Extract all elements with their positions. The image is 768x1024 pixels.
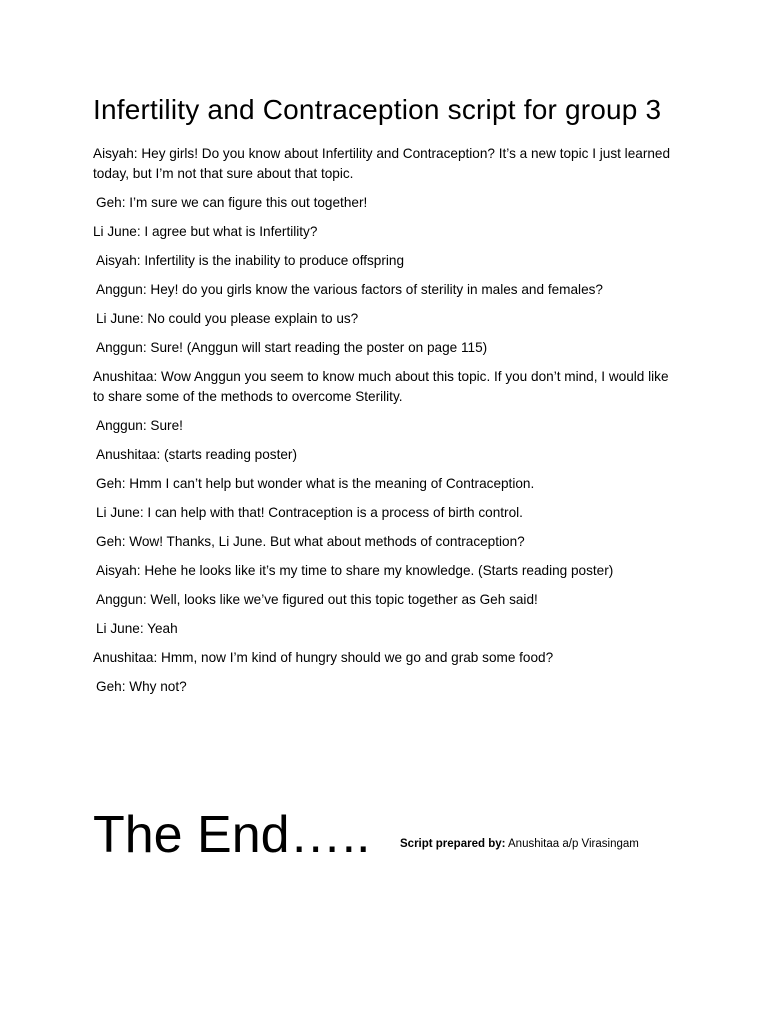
script-line: Li June: I agree but what is Infertility? [93, 224, 318, 239]
script-line: Anggun: Well, looks like we’ve figured out this topic together as Geh said! [96, 592, 538, 607]
prepared-by-name: Anushitaa a/p Virasingam [508, 838, 639, 850]
script-line: Geh: Why not? [96, 679, 187, 694]
the-end-heading: The End….. [93, 806, 371, 864]
script-line: Anushitaa: (starts reading poster) [96, 447, 297, 462]
script-line: Anushitaa: Hmm, now I’m kind of hungry should we go and grab some food? [93, 650, 554, 665]
script-line: Anushitaa: Wow Anggun you seem to know much about this topic. If you don’t mind, I would like to share some of the methods to overcome Sterility. [93, 369, 673, 404]
script-line: Aisyah: Hey girls! Do you know about Infertility and Contraception? It’s a new topic I just learned today, but I’m not that sure about that topic. [93, 146, 674, 181]
document-footer [93, 803, 733, 873]
script-lines [93, 144, 683, 697]
document-title: Infertility and Contraception script for group 3 [93, 94, 662, 125]
document-body [93, 88, 683, 706]
script-line: Geh: Hmm I can’t help but wonder what is the meaning of Contraception. [96, 476, 535, 491]
script-line: Anggun: Sure! [96, 418, 183, 433]
script-line: Anggun: Hey! do you girls know the various factors of sterility in males and females? [96, 282, 603, 297]
script-line: Aisyah: Infertility is the inability to produce offspring [96, 253, 405, 268]
prepared-by-credit [400, 836, 639, 852]
script-line: Geh: I’m sure we can figure this out together! [96, 195, 368, 210]
script-line: Li June: Yeah [96, 621, 178, 636]
script-line: Geh: Wow! Thanks, Li June. But what about methods of contraception? [96, 534, 525, 549]
script-line: Aisyah: Hehe he looks like it’s my time to share my knowledge. (Starts reading poster) [96, 563, 614, 578]
script-line: Li June: I can help with that! Contraception is a process of birth control. [96, 505, 523, 520]
prepared-by-label: Script prepared by: [400, 838, 506, 850]
script-line: Li June: No could you please explain to us? [96, 311, 359, 326]
script-line: Anggun: Sure! (Anggun will start reading the poster on page 115) [96, 340, 488, 355]
